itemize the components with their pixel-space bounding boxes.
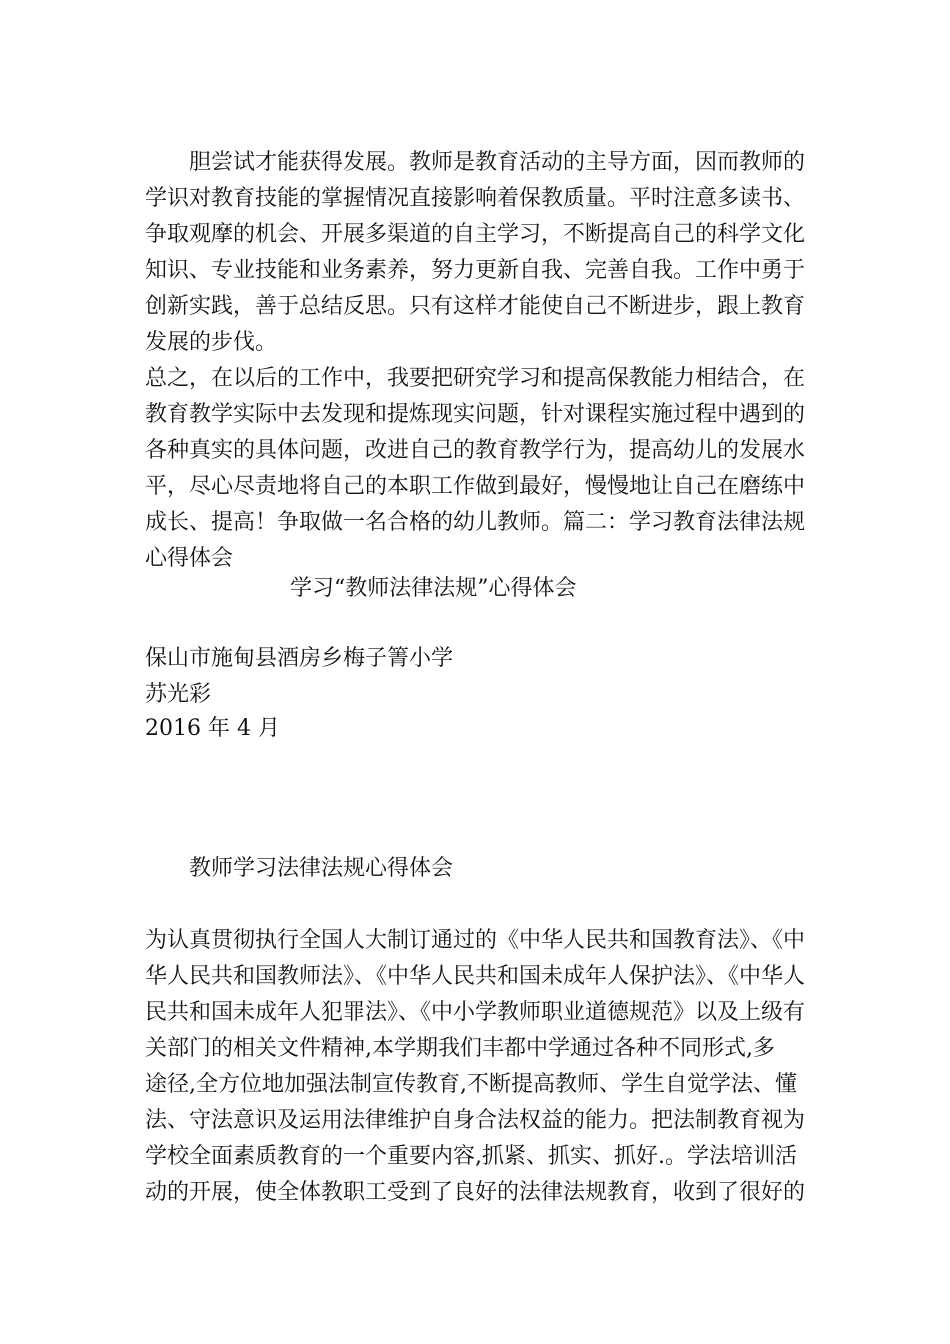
paragraph-1-line-6: 发展的步伐。 <box>145 330 278 355</box>
paragraph-3-line-3: 民共和国未成年人犯罪法》、《中小学教师职业道德规范》以及上级有 <box>145 1000 806 1025</box>
paragraph-3-line-2: 华人民共和国教师法》、《中华人民共和国未成年人保护法》、《中华人 <box>145 964 806 989</box>
subtitle: 教师学习法律法规心得体会 <box>189 856 454 881</box>
school-name: 保山市施甸县酒房乡梅子箐小学 <box>145 646 454 671</box>
paragraph-1-line-4: 知识、专业技能和业务素养，努力更新自我、完善自我。工作中勇于 <box>145 258 806 283</box>
paragraph-3-line-8: 动的开展，使全体教职工受到了良好的法律法规教育，收到了很好的 <box>145 1180 806 1205</box>
paragraph-3-line-1: 为认真贯彻执行全国人大制订通过的《中华人民共和国教育法》、《中 <box>145 928 806 953</box>
paragraph-3-line-7: 学校全面素质教育的一个重要内容,抓紧、抓实、抓好.。学法培训活 <box>145 1144 797 1169</box>
paragraph-1-line-5: 创新实践，善于总结反思。只有这样才能使自己不断进步，跟上教育 <box>145 294 806 319</box>
paragraph-1-line-2: 学识对教育技能的掌握情况直接影响着保教质量。平时注意多读书、 <box>145 186 806 211</box>
paragraph-3-line-4: 关部门的相关文件精神,本学期我们丰都中学通过各种不同形式,多 <box>145 1036 775 1061</box>
article-title: 学习“教师法律法规”心得体会 <box>290 576 577 601</box>
paragraph-2-line-3: 各种真实的具体问题，改进自己的教育教学行为，提高幼儿的发展水 <box>145 438 806 463</box>
date: 2016 年 4 月 <box>145 716 280 741</box>
paragraph-2-line-1: 总之，在以后的工作中，我要把研究学习和提高保教能力相结合，在 <box>145 366 806 391</box>
paragraph-2-line-4: 平，尽心尽责地将自己的本职工作做到最好，慢慢地让自己在磨练中 <box>145 474 806 499</box>
author-name: 苏光彩 <box>145 682 212 707</box>
paragraph-2-line-2: 教育教学实际中去发现和提炼现实问题，针对课程实施过程中遇到的 <box>145 402 806 427</box>
paragraph-2-line-5: 成长、提高！争取做一名合格的幼儿教师。篇二：学习教育法律法规 <box>145 510 806 535</box>
paragraph-3-line-5: 途径,全方位地加强法制宣传教育,不断提高教师、学生自觉学法、懂 <box>145 1072 797 1097</box>
paragraph-2-line-6: 心得体会 <box>145 546 234 571</box>
paragraph-3-line-6: 法、守法意识及运用法律维护自身合法权益的能力。把法制教育视为 <box>145 1108 806 1133</box>
paragraph-1-line-1: 胆尝试才能获得发展。教师是教育活动的主导方面，因而教师的 <box>145 150 806 175</box>
paragraph-1-line-3: 争取观摩的机会、开展多渠道的自主学习，不断提高自己的科学文化 <box>145 222 806 247</box>
